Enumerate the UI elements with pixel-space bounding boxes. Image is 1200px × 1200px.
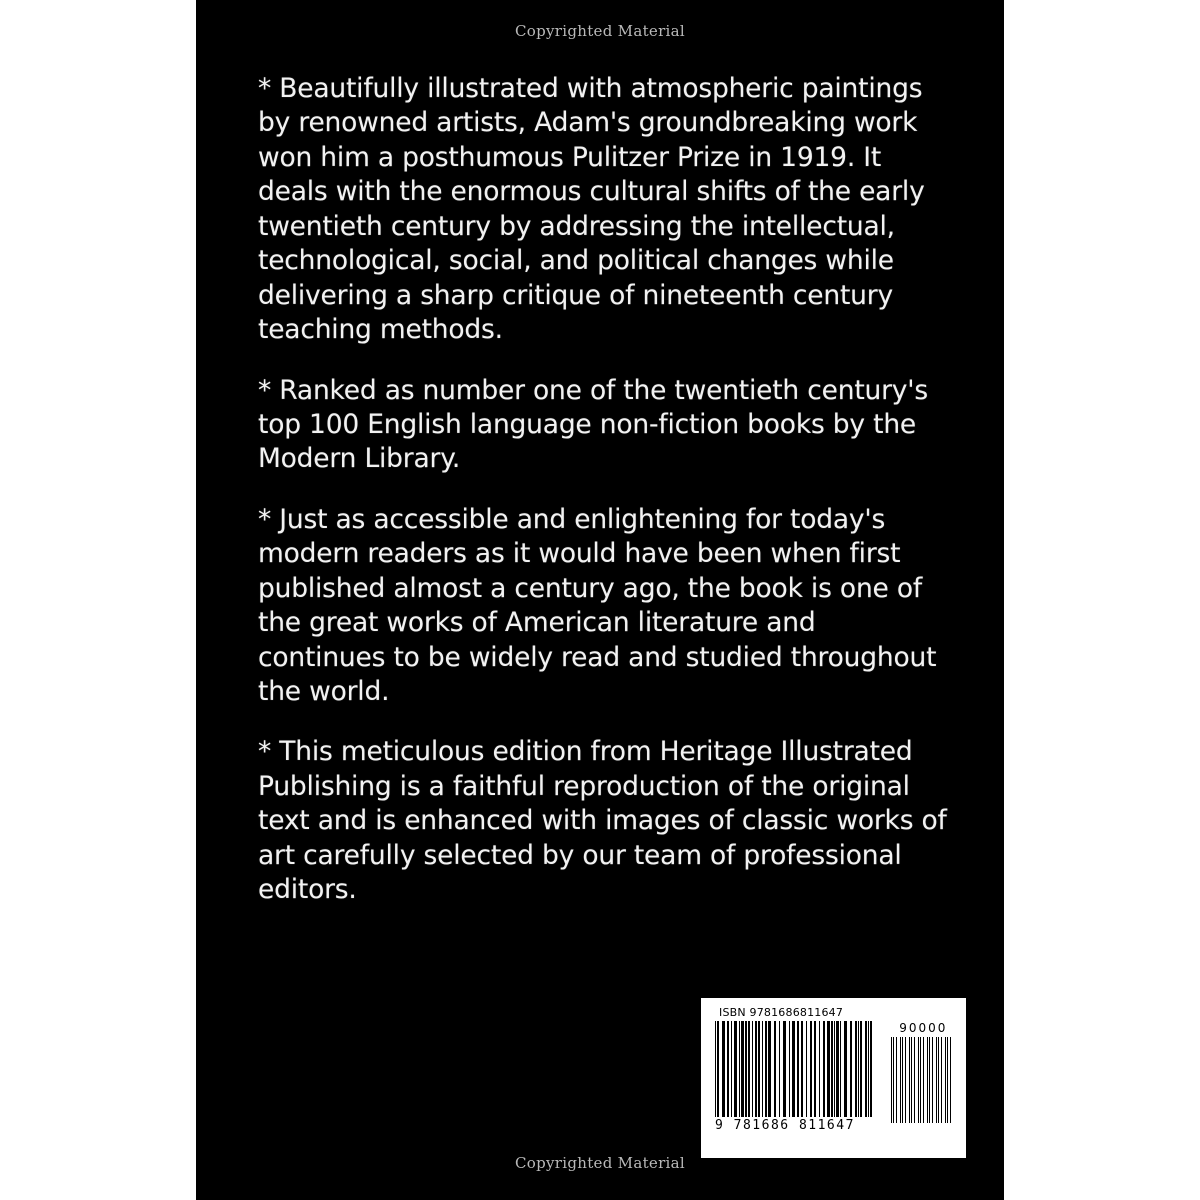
blurb-text-block [258,72,948,934]
barcode-row [711,1021,956,1139]
blurb-paragraph-4: * This meticulous edition from Heritage Illustrated Publishing is a faithful reproduction of the original text and is enhanced with images of classic works of art carefully selected by our team of professional editors. [258,736,947,906]
blurb-paragraph-1: * Beautifully illustrated with atmospheric paintings by renowned artists, Adam's groundbreaking work won him a posthumous Pulitzer Prize in 1919. It deals with the enormous cultural shifts of the early twentieth century by addressing the intellectual, technological, social, and political changes while delivering a sharp critique of nineteenth century teaching methods. [258,73,925,346]
addon-bars [891,1037,956,1123]
book-back-cover [196,0,1004,1200]
addon-digits: 90000 [899,1021,948,1035]
ean13-barcode [715,1021,879,1133]
barcode-block [701,998,966,1158]
isbn-label: ISBN 9781686811647 [719,1006,844,1019]
copyright-watermark-top: Copyrighted Material [514,22,685,40]
barcode-addon [891,1021,956,1123]
ean13-digits: 9 781686 811647 [715,1118,855,1133]
copyright-watermark-bottom: Copyrighted Material [514,1154,685,1172]
ean13-bars [715,1021,879,1117]
blurb-paragraph-3: * Just as accessible and enlightening for today's modern readers as it would have been when first published almost a century ago, the book is one of the great works of American literature and continues to be widely read and studied throughout the world. [258,503,937,707]
blurb-paragraph-2: * Ranked as number one of the twentieth century's top 100 English language non-fiction books by the Modern Library. [258,374,928,475]
